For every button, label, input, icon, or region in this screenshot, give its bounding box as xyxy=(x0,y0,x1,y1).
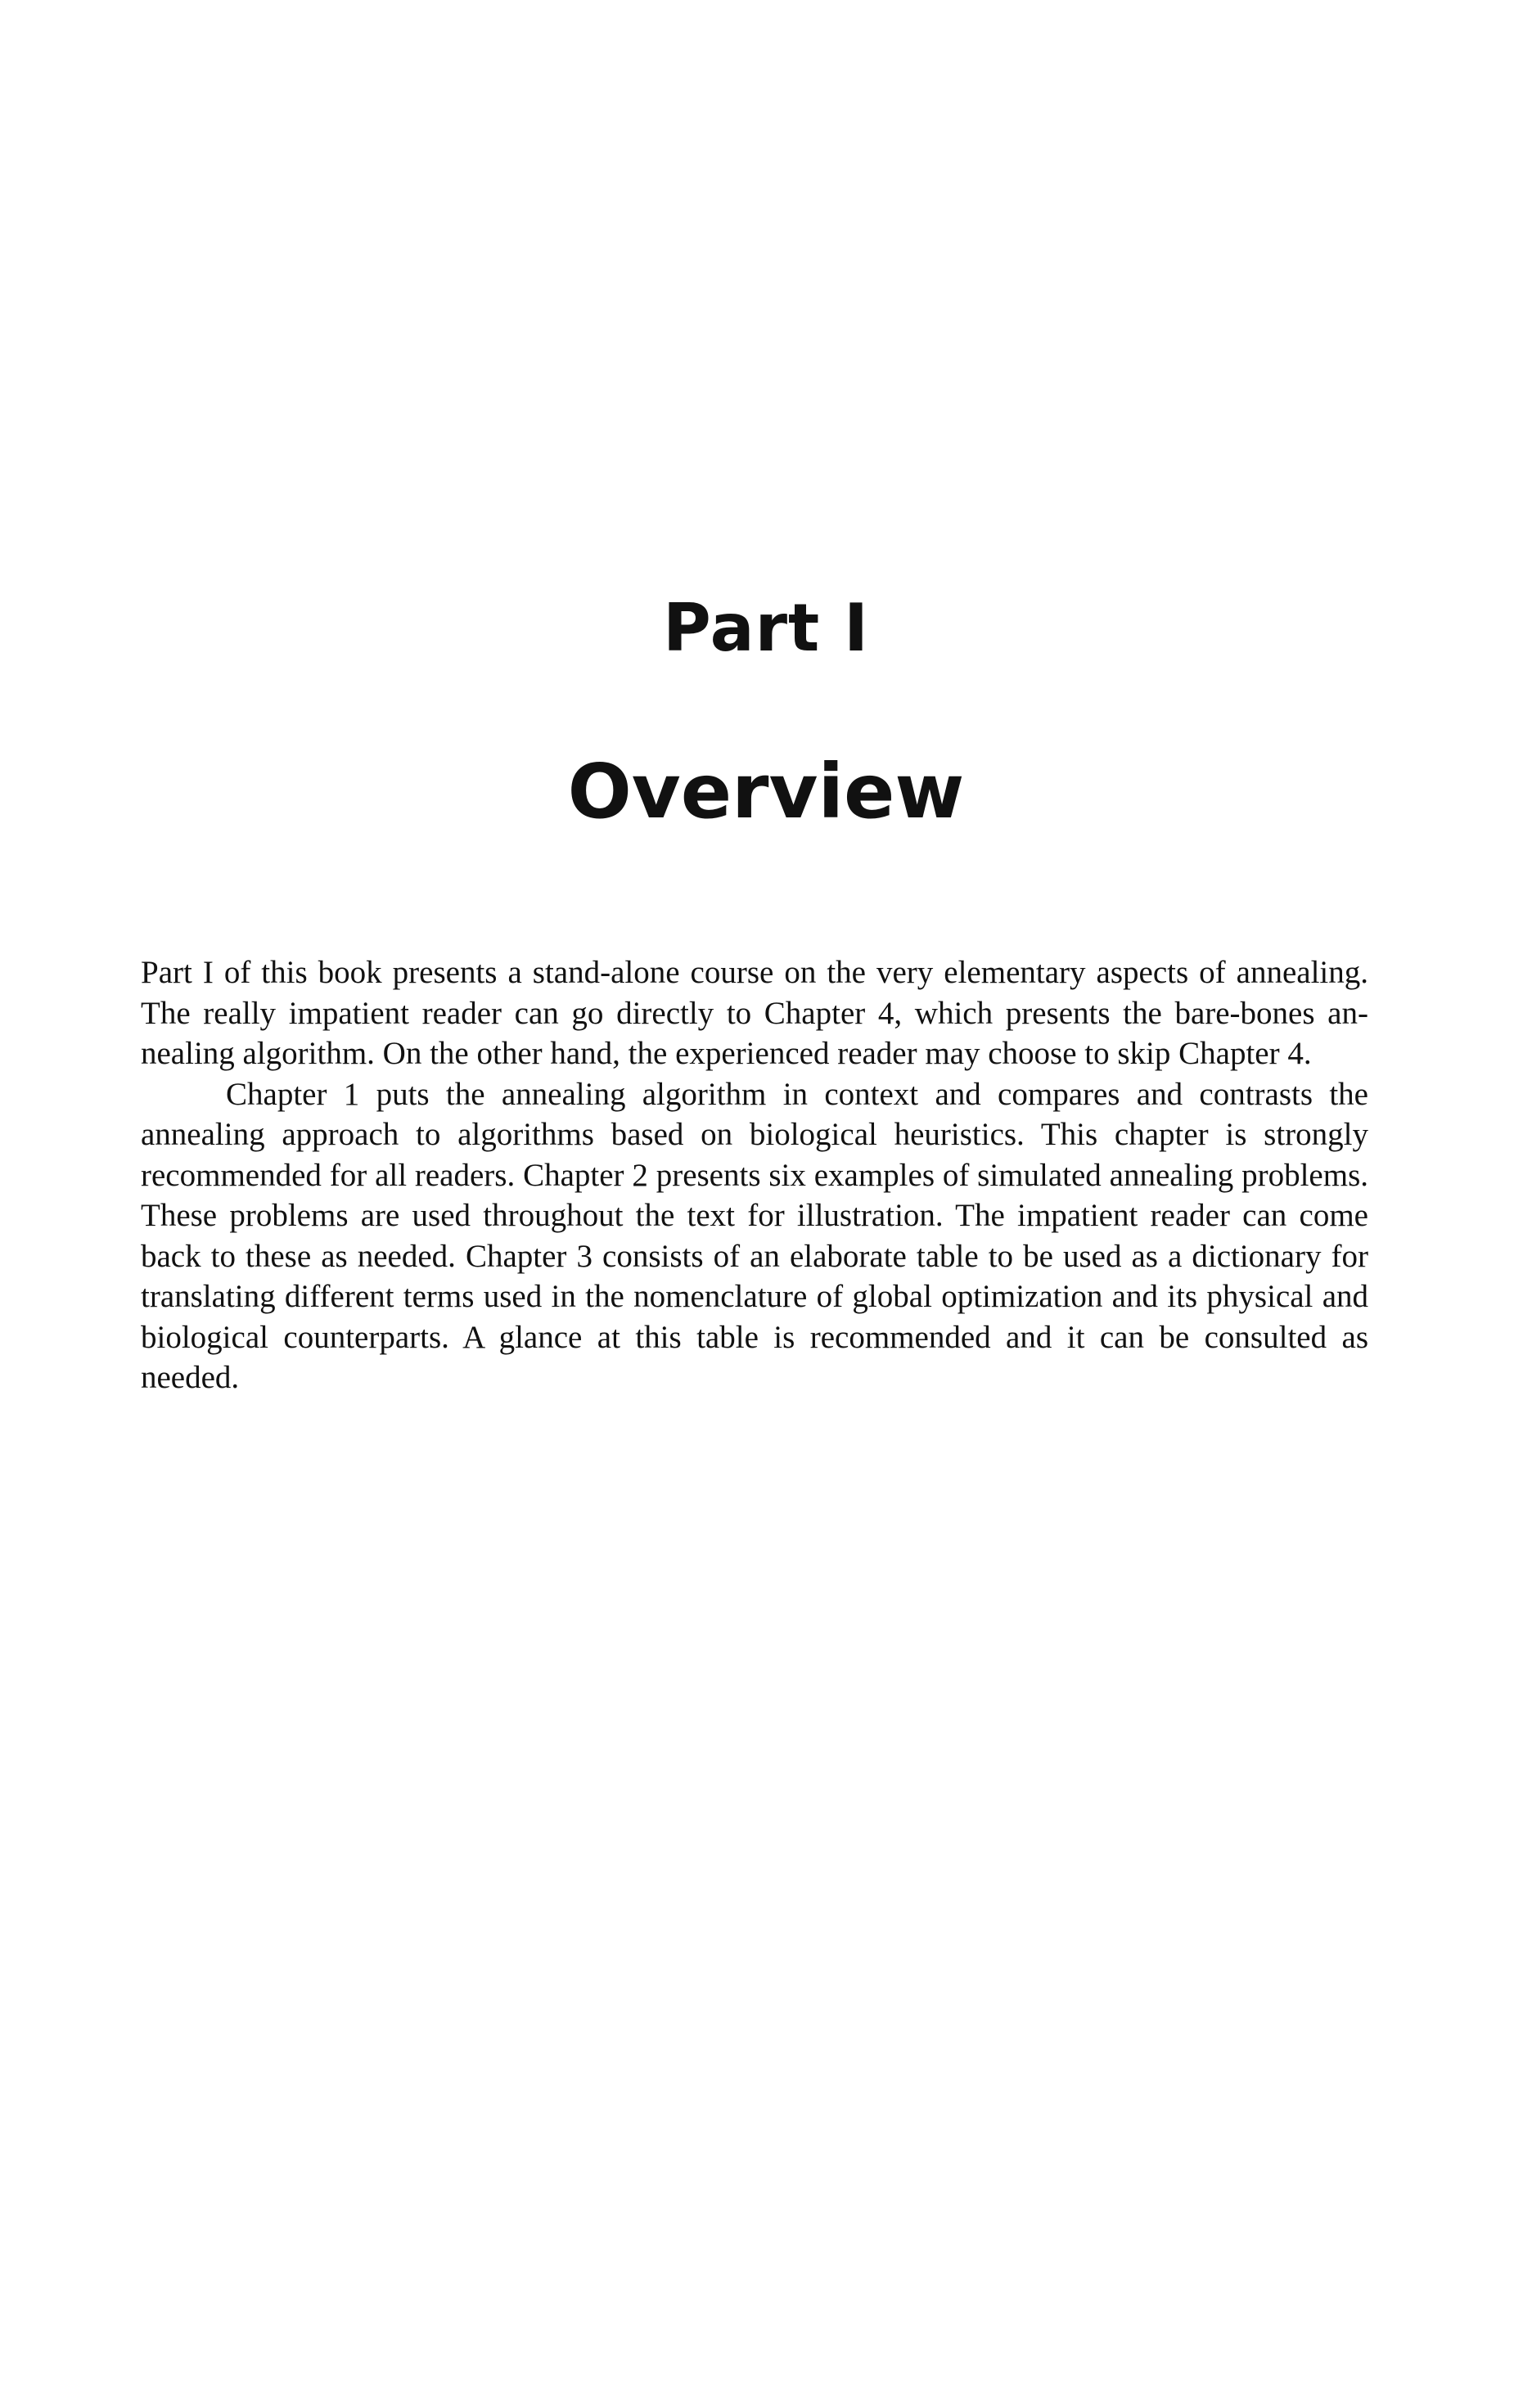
paragraph-intro: Part I of this book presents a stand-alone course on the very elementary aspects of annealing. The really impatient reader can go directly to Chapter 4, which presents the bare-bones annealing algorithm. On the other hand, the experienced reader may choose to skip Chapter 4. xyxy=(141,955,1368,1071)
part-title: Overview xyxy=(567,748,965,835)
paragraph-chapters: Chapter 1 puts the annealing algorithm in context and compares and contrasts the annealing approach to algorithms based on biological heuristics. This chapter is strongly recommended for all readers. Chapter 2 presents six examples of simulated annealing problems. These problems are used throughout the text for illustration. The impatient reader can come back to these as needed. Chapter 3 consists of an elaborate table to be used as a dictionary for translating different terms used in the nomenclature of global optimization and its physical and biological counterparts. A glance at this table is recommended and it can be consulted as needed. xyxy=(141,1076,1368,1395)
part-label: Part I xyxy=(663,590,869,666)
body-text xyxy=(141,952,1368,1398)
